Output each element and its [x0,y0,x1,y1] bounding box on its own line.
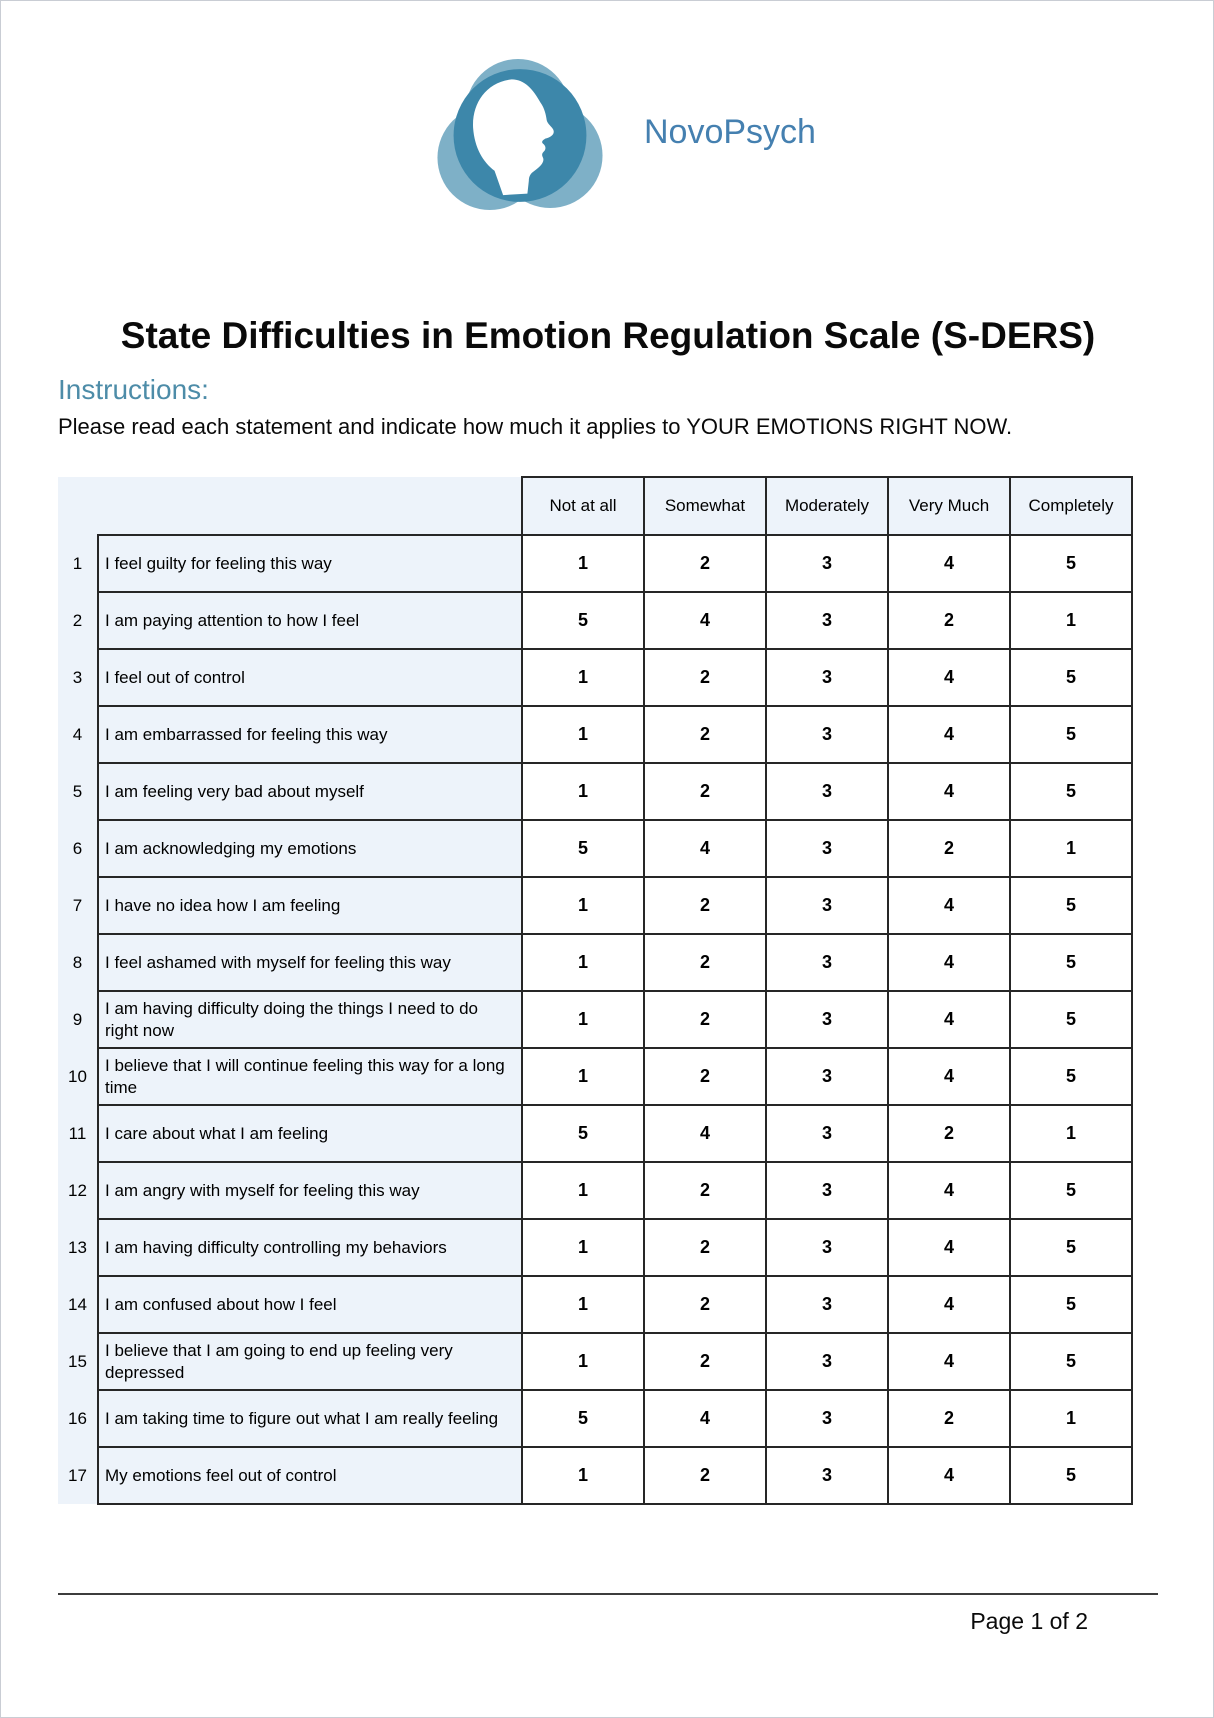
row-statement: I am angry with myself for feeling this way [98,1162,522,1219]
table-row [58,1333,1132,1390]
row-statement: I care about what I am feeling [98,1105,522,1162]
questionnaire-table [58,476,1133,1505]
row-number: 8 [58,934,98,991]
rating-value: 1 [1010,1105,1132,1162]
rating-value: 3 [766,592,888,649]
rating-value: 5 [522,592,644,649]
rating-value: 5 [1010,991,1132,1048]
rating-value: 3 [766,1048,888,1105]
rating-value: 4 [888,934,1010,991]
rating-value: 3 [766,934,888,991]
rating-value: 5 [1010,1048,1132,1105]
instructions-label: Instructions: [58,374,209,405]
row-statement: I have no idea how I am feeling [98,877,522,934]
rating-value: 1 [522,934,644,991]
row-number: 6 [58,820,98,877]
rating-value: 5 [1010,1162,1132,1219]
row-number: 11 [58,1105,98,1162]
column-header: Somewhat [644,477,766,535]
row-number: 1 [58,535,98,592]
rating-value: 3 [766,706,888,763]
rating-value: 4 [888,763,1010,820]
rating-value: 4 [888,1447,1010,1504]
rating-value: 1 [522,1447,644,1504]
table-row [58,706,1132,763]
rating-value: 5 [1010,877,1132,934]
column-header: Completely [1010,477,1132,535]
rating-value: 4 [888,1048,1010,1105]
rating-value: 5 [522,1390,644,1447]
row-number: 9 [58,991,98,1048]
rating-value: 4 [888,991,1010,1048]
row-statement: I am having difficulty doing the things I need to do right now [98,991,522,1048]
column-header: Moderately [766,477,888,535]
row-statement: I believe that I am going to end up feeling very depressed [98,1333,522,1390]
row-number: 7 [58,877,98,934]
rating-value: 4 [888,1162,1010,1219]
rating-value: 4 [888,706,1010,763]
rating-value: 3 [766,1333,888,1390]
rating-value: 4 [888,1219,1010,1276]
rating-value: 5 [1010,1219,1132,1276]
rating-value: 1 [1010,592,1132,649]
table-row [58,1162,1132,1219]
rating-value: 2 [644,649,766,706]
rating-value: 4 [888,535,1010,592]
rating-value: 2 [644,877,766,934]
instructions-text: Please read each statement and indicate how much it applies to YOUR EMOTIONS RIGHT NOW. [58,414,1013,439]
rating-value: 1 [522,1333,644,1390]
rating-value: 3 [766,649,888,706]
row-statement: My emotions feel out of control [98,1447,522,1504]
row-statement: I am embarrassed for feeling this way [98,706,522,763]
table-row [58,1105,1132,1162]
footer-divider [58,1593,1158,1595]
table-row [58,1048,1132,1105]
rating-value: 2 [644,763,766,820]
table-row [58,1219,1132,1276]
rating-value: 4 [888,1276,1010,1333]
rating-value: 1 [522,1219,644,1276]
rating-value: 1 [522,706,644,763]
rating-value: 2 [644,535,766,592]
rating-value: 2 [644,1048,766,1105]
rating-value: 5 [1010,649,1132,706]
row-statement: I am acknowledging my emotions [98,820,522,877]
rating-value: 1 [522,1276,644,1333]
rating-value: 5 [522,1105,644,1162]
row-number: 10 [58,1048,98,1105]
table-row [58,1276,1132,1333]
table-row [58,649,1132,706]
row-statement: I feel out of control [98,649,522,706]
rating-value: 2 [644,1447,766,1504]
rating-value: 3 [766,1162,888,1219]
rating-value: 1 [522,991,644,1048]
rating-value: 1 [1010,1390,1132,1447]
rating-value: 3 [766,763,888,820]
rating-value: 5 [1010,934,1132,991]
rating-value: 3 [766,877,888,934]
row-statement: I feel guilty for feeling this way [98,535,522,592]
row-statement: I am taking time to figure out what I am really feeling [98,1390,522,1447]
rating-value: 3 [766,820,888,877]
rating-value: 4 [644,592,766,649]
column-header: Very Much [888,477,1010,535]
rating-value: 2 [644,706,766,763]
rating-value: 4 [888,877,1010,934]
row-statement: I am paying attention to how I feel [98,592,522,649]
rating-value: 3 [766,1390,888,1447]
row-statement: I am feeling very bad about myself [98,763,522,820]
rating-value: 3 [766,1105,888,1162]
table-row [58,877,1132,934]
rating-value: 2 [644,1162,766,1219]
header-corner [58,477,522,535]
rating-value: 1 [522,877,644,934]
column-header: Not at all [522,477,644,535]
row-number: 17 [58,1447,98,1504]
brand-name: NovoPsych [644,113,816,151]
rating-value: 5 [1010,763,1132,820]
rating-value: 3 [766,535,888,592]
rating-value: 2 [888,1390,1010,1447]
rating-value: 1 [1010,820,1132,877]
row-number: 12 [58,1162,98,1219]
rating-value: 3 [766,991,888,1048]
rating-value: 1 [522,1162,644,1219]
rating-value: 1 [522,649,644,706]
rating-value: 3 [766,1447,888,1504]
row-number: 15 [58,1333,98,1390]
rating-value: 1 [522,535,644,592]
rating-value: 4 [888,1333,1010,1390]
rating-value: 5 [522,820,644,877]
rating-value: 1 [522,763,644,820]
table-row [58,934,1132,991]
header-row [58,477,1132,535]
rating-value: 2 [644,934,766,991]
table-row [58,535,1132,592]
row-number: 16 [58,1390,98,1447]
rating-value: 2 [644,991,766,1048]
page-number: Page 1 of 2 [970,1608,1088,1634]
rating-value: 4 [644,820,766,877]
table-row [58,1447,1132,1504]
row-number: 2 [58,592,98,649]
rating-value: 1 [522,1048,644,1105]
row-statement: I am confused about how I feel [98,1276,522,1333]
rating-value: 2 [644,1276,766,1333]
row-statement: I am having difficulty controlling my behaviors [98,1219,522,1276]
page-title: State Difficulties in Emotion Regulation Scale (S-DERS) [120,314,1096,356]
rating-value: 2 [888,592,1010,649]
rating-value: 3 [766,1219,888,1276]
rating-value: 2 [644,1219,766,1276]
novopsych-logo [434,57,606,214]
table-row [58,592,1132,649]
rating-value: 5 [1010,1333,1132,1390]
rating-value: 3 [766,1276,888,1333]
rating-value: 5 [1010,535,1132,592]
row-number: 4 [58,706,98,763]
row-number: 14 [58,1276,98,1333]
rating-value: 5 [1010,1276,1132,1333]
row-statement: I believe that I will continue feeling this way for a long time [98,1048,522,1105]
rating-value: 4 [644,1390,766,1447]
table-row [58,1390,1132,1447]
row-number: 3 [58,649,98,706]
rating-value: 2 [888,820,1010,877]
rating-value: 4 [644,1105,766,1162]
row-number: 5 [58,763,98,820]
table-row [58,991,1132,1048]
row-number: 13 [58,1219,98,1276]
table-row [58,820,1132,877]
rating-value: 2 [644,1333,766,1390]
rating-value: 5 [1010,1447,1132,1504]
rating-value: 5 [1010,706,1132,763]
row-statement: I feel ashamed with myself for feeling this way [98,934,522,991]
table-row [58,763,1132,820]
rating-value: 4 [888,649,1010,706]
table-body [58,535,1132,1504]
rating-value: 2 [888,1105,1010,1162]
